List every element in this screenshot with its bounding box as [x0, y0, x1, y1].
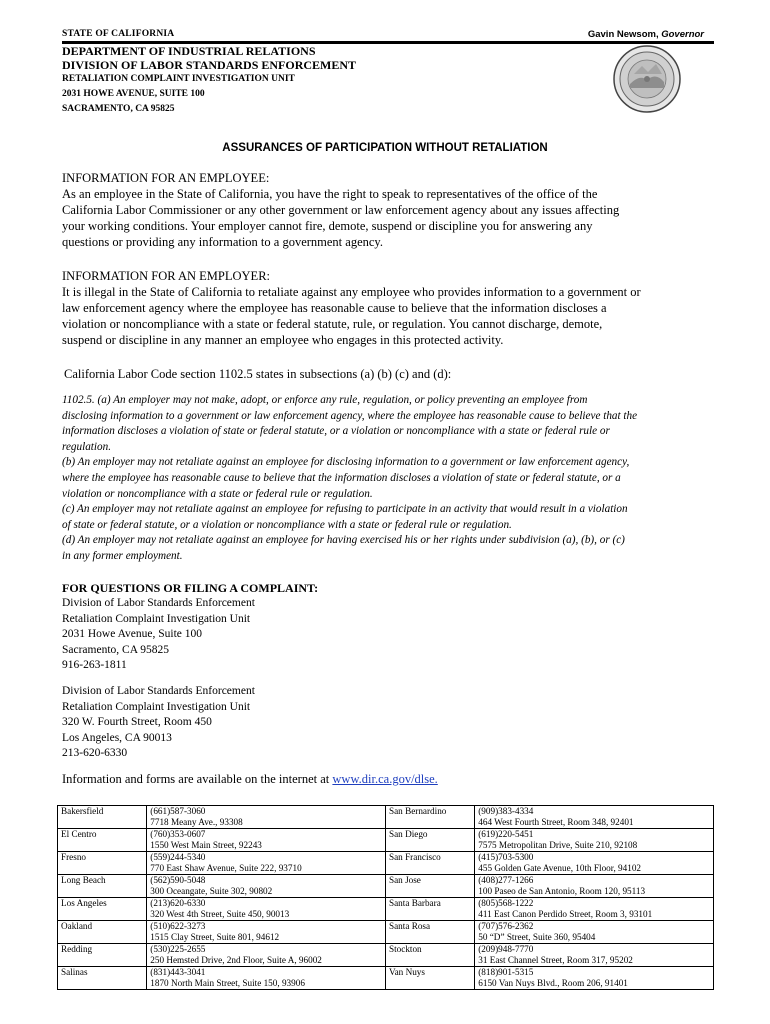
- office-address: 1870 North Main Street, Suite 150, 93906: [150, 977, 305, 988]
- statute-line: where the employee has reasonable cause to believe that the information discloses a violation of state or federal statute, or a: [62, 471, 621, 484]
- office-city: [385, 875, 474, 898]
- office-city-name: El Centro: [61, 829, 97, 839]
- statute-line: of state or federal statute, or a violation or noncompliance with a state or federal rule or regulation.: [62, 518, 512, 531]
- office-city: [385, 852, 474, 875]
- office-address: 7575 Metropolitan Drive, Suite 210, 92108: [478, 839, 638, 850]
- office-address: 250 Hemsted Drive, 2nd Floor, Suite A, 96002: [150, 954, 322, 965]
- office-city-name: Bakersfield: [61, 806, 104, 816]
- office-city: [58, 944, 147, 967]
- office-phone: (661)587-3060: [150, 806, 206, 816]
- office-city: [385, 944, 474, 967]
- office-info: [147, 967, 386, 990]
- employer-line: violation or noncompliance with a state or federal statute, rule, or regulation. You cannot discharge, demote,: [62, 317, 603, 331]
- contact-sacramento: [62, 596, 255, 674]
- office-city: [58, 875, 147, 898]
- dlse-website-link[interactable]: www.dir.ca.gov/dlse.: [332, 772, 438, 786]
- state-label: STATE OF CALIFORNIA: [62, 29, 175, 39]
- table-row: [58, 852, 714, 875]
- office-phone: (805)568-1222: [478, 898, 534, 908]
- office-address: 464 West Fourth Street, Room 348, 92401: [478, 816, 634, 827]
- employee-line: questions or providing any information to a government agency.: [62, 235, 383, 249]
- contact-line: 2031 Howe Avenue, Suite 100: [62, 628, 203, 640]
- table-row: [58, 944, 714, 967]
- office-phone: (909)383-4334: [478, 806, 534, 816]
- employer-line: It is illegal in the State of California to retaliate against any employee who provides information to a government or: [62, 285, 641, 299]
- contact-line: Sacramento, CA 95825: [62, 643, 169, 656]
- office-address: 1550 West Main Street, 92243: [150, 839, 262, 850]
- table-row: [58, 967, 714, 990]
- contact-line: Division of Labor Standards Enforcement: [62, 597, 255, 609]
- employee-section: [62, 170, 722, 250]
- office-phone: (510)622-3273: [150, 921, 206, 931]
- office-city: [58, 829, 147, 852]
- office-city: [385, 829, 474, 852]
- office-phone: (619)220-5451: [478, 829, 534, 839]
- office-city: [58, 921, 147, 944]
- office-info: [475, 875, 714, 898]
- contact-los-angeles: [62, 684, 255, 762]
- office-info: [475, 967, 714, 990]
- office-city: [385, 921, 474, 944]
- office-info: [147, 944, 386, 967]
- office-city-name: Fresno: [61, 852, 87, 862]
- table-row: [58, 806, 714, 829]
- office-city-name: Salinas: [61, 967, 88, 977]
- office-info: [475, 806, 714, 829]
- office-city-name: Santa Rosa: [388, 921, 431, 931]
- office-info: [147, 921, 386, 944]
- office-phone: (530)225-2655: [150, 944, 206, 954]
- office-city: [58, 898, 147, 921]
- internet-text: Information and forms are available on the internet at: [62, 772, 333, 786]
- office-city-name: Oakland: [61, 921, 93, 931]
- office-phone: (415)703-5300: [478, 852, 534, 862]
- statute-line: (c) An employer may not retaliate against an employee for refusing to participate in an activity that would result in a violation: [62, 503, 628, 516]
- employer-section: [62, 268, 722, 348]
- office-address: 31 East Channel Street, Room 317, 95202: [478, 954, 633, 965]
- office-city-name: Stockton: [388, 944, 422, 954]
- employer-line: law enforcement agency where the employee has reasonable cause to believe that the information discloses a: [62, 301, 607, 315]
- table-row: [58, 898, 714, 921]
- office-address: 100 Paseo de San Antonio, Room 120, 95113: [478, 885, 646, 896]
- statute-line: in any former employment.: [62, 549, 183, 562]
- statute-text: [62, 393, 712, 565]
- office-info: [475, 829, 714, 852]
- office-city: [385, 898, 474, 921]
- office-city-name: San Diego: [388, 829, 428, 839]
- office-info: [147, 898, 386, 921]
- department-name: DEPARTMENT OF INDUSTRIAL RELATIONS: [62, 44, 316, 58]
- governor-label: [588, 29, 704, 40]
- statute-line: 1102.5. (a) An employer may not make, adopt, or enforce any rule, regulation, or policy preventing an employee from: [62, 394, 588, 406]
- labor-code-intro: California Labor Code section 1102.5 states in subsections (a) (b) (c) and (d):: [64, 367, 452, 381]
- employer-heading: INFORMATION FOR AN EMPLOYER:: [62, 269, 271, 283]
- contact-phone: 916-263-1811: [62, 659, 127, 671]
- office-address: 300 Oceangate, Suite 302, 90802: [150, 885, 273, 896]
- contact-line: Los Angeles, CA 90013: [62, 731, 172, 744]
- table-row: [58, 829, 714, 852]
- employer-line: suspend or discipline in any manner an employee who engages in this protected activity.: [62, 333, 504, 347]
- office-phone: (707)576-2362: [478, 921, 534, 931]
- statute-line: violation or noncompliance with a state or federal rule or regulation.: [62, 487, 373, 500]
- unit-address-block: [62, 72, 295, 117]
- office-city-name: Santa Barbara: [388, 898, 441, 908]
- offices-table: [57, 805, 714, 990]
- office-city-name: Long Beach: [61, 875, 106, 885]
- statute-line: disclosing information to a government or law enforcement agency, where the employee has reasonable cause to believe that the: [62, 409, 638, 422]
- contact-line: Division of Labor Standards Enforcement: [62, 685, 255, 697]
- statute-line: regulation.: [62, 440, 111, 453]
- document-title: ASSURANCES OF PARTICIPATION WITHOUT RETALIATION: [222, 142, 548, 154]
- office-phone: (213)620-6330: [150, 898, 206, 908]
- office-city: [58, 967, 147, 990]
- office-info: [475, 921, 714, 944]
- office-city-name: Redding: [61, 944, 93, 954]
- office-info: [475, 944, 714, 967]
- employee-line: As an employee in the State of California, you have the right to speak to representatives of the office of the: [62, 187, 598, 201]
- office-phone: (562)590-5048: [150, 875, 206, 885]
- office-info: [147, 875, 386, 898]
- office-address: 320 West 4th Street, Suite 450, 90013: [150, 908, 290, 919]
- unit-name: RETALIATION COMPLAINT INVESTIGATION UNIT: [62, 74, 295, 84]
- employee-heading: INFORMATION FOR AN EMPLOYEE:: [62, 171, 270, 185]
- governor-name: Gavin Newsom,: [587, 29, 659, 40]
- contact-line: 320 W. Fourth Street, Room 450: [62, 716, 212, 728]
- office-info: [475, 852, 714, 875]
- statute-line: information discloses a violation of state or federal statute, or a violation or noncompliance with a state or federal rule or: [62, 425, 610, 438]
- contact-line: Retaliation Complaint Investigation Unit: [62, 612, 251, 625]
- office-address: 6150 Van Nuys Blvd., Room 206, 91401: [478, 977, 628, 988]
- unit-city: SACRAMENTO, CA 95825: [62, 104, 175, 114]
- office-address: 1515 Clay Street, Suite 801, 94612: [150, 931, 280, 942]
- office-info: [475, 898, 714, 921]
- state-seal-icon: [612, 44, 682, 114]
- office-city-name: Los Angeles: [61, 898, 107, 908]
- table-row: [58, 921, 714, 944]
- office-city: [58, 852, 147, 875]
- governor-title: Governor: [661, 29, 704, 40]
- table-row: [58, 875, 714, 898]
- office-address: 770 East Shaw Avenue, Suite 222, 93710: [150, 862, 302, 873]
- office-city-name: San Francisco: [388, 852, 441, 862]
- department-block: [62, 44, 356, 72]
- office-info: [147, 852, 386, 875]
- office-info: [147, 806, 386, 829]
- office-city: [385, 806, 474, 829]
- office-address: 7718 Meany Ave., 93308: [150, 816, 243, 827]
- contact-phone: 213-620-6330: [62, 747, 128, 759]
- office-info: [147, 829, 386, 852]
- office-phone: (209)948-7770: [478, 944, 534, 954]
- office-address: 411 East Canon Perdido Street, Room 3, 93101: [478, 908, 653, 919]
- unit-street: 2031 HOWE AVENUE, SUITE 100: [62, 89, 205, 99]
- office-city-name: San Jose: [388, 875, 421, 885]
- office-address: 455 Golden Gate Avenue, 10th Floor, 94102: [478, 862, 642, 873]
- office-city: [385, 967, 474, 990]
- office-phone: (831)443-3041: [150, 967, 206, 977]
- office-city: [58, 806, 147, 829]
- employee-line: your working conditions. Your employer cannot fire, demote, suspend or discipline you for answering any: [62, 219, 593, 233]
- office-address: 50 “D” Street, Suite 360, 95404: [478, 931, 596, 942]
- office-phone: (818)901-5315: [478, 967, 534, 977]
- office-phone: (559)244-5340: [150, 852, 206, 862]
- office-city-name: Van Nuys: [388, 967, 425, 977]
- internet-info: [62, 772, 438, 787]
- statute-line: (d) An employer may not retaliate against an employee for having exercised his or her rights under subdivision (a), (b), or (c): [62, 534, 625, 547]
- employee-line: California Labor Commissioner or any other government or law enforcement agency about any issues affecting: [62, 203, 620, 217]
- division-name: DIVISION OF LABOR STANDARDS ENFORCEMENT: [62, 58, 357, 72]
- office-city-name: San Bernardino: [388, 806, 447, 816]
- office-phone: (408)277-1266: [478, 875, 534, 885]
- contact-line: Retaliation Complaint Investigation Unit: [62, 700, 251, 713]
- statute-line: (b) An employer may not retaliate against an employee for disclosing information to a government or law enforcement agency,: [62, 456, 630, 469]
- contact-heading: FOR QUESTIONS OR FILING A COMPLAINT:: [62, 581, 319, 595]
- office-phone: (760)353-0607: [150, 829, 206, 839]
- header-top-line: [62, 29, 714, 41]
